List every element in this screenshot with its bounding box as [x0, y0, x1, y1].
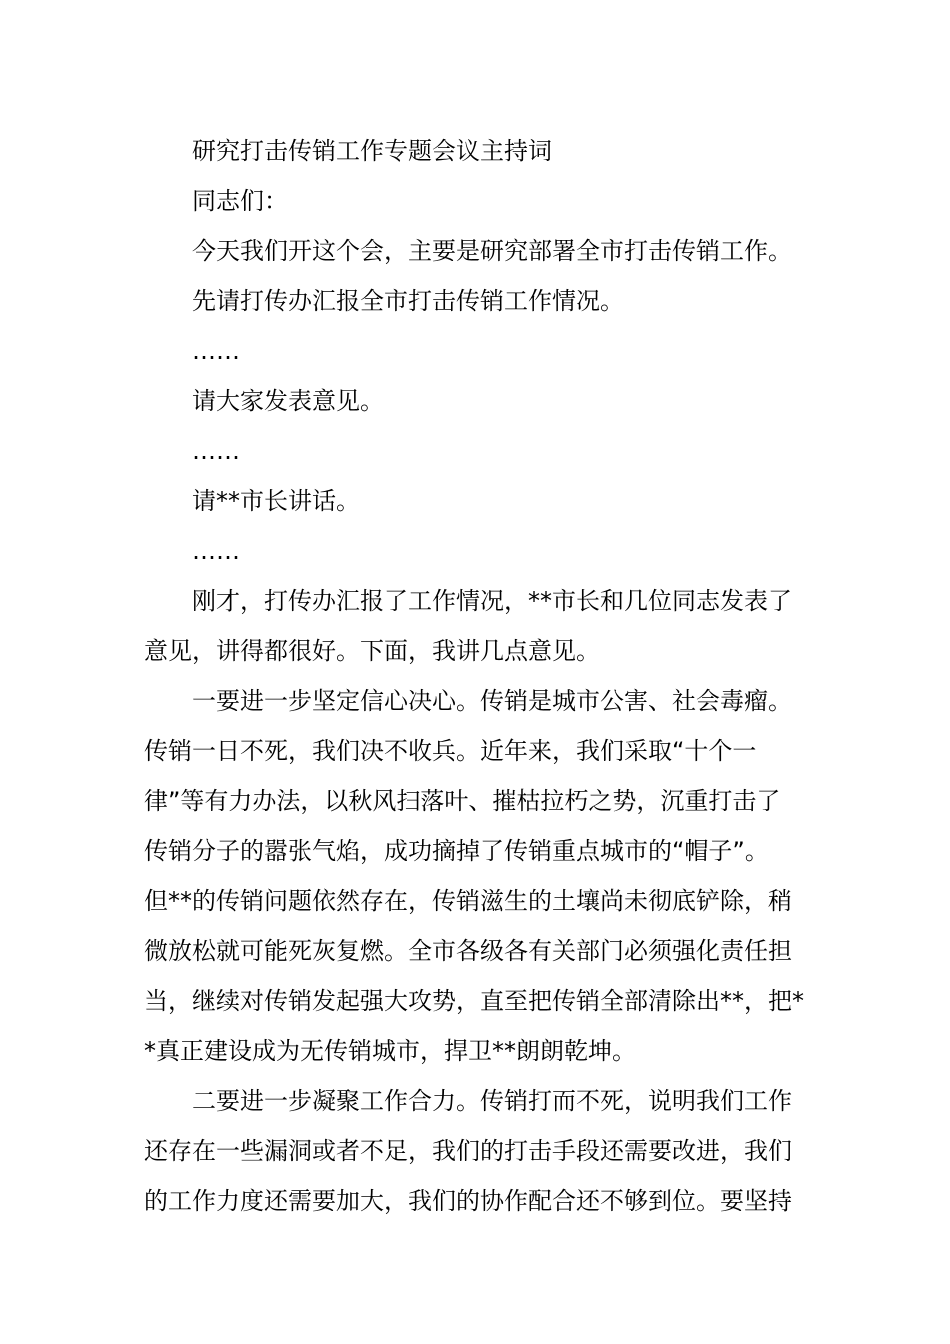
point1-line: 微放松就可能死灰复燃。全市各级各有关部门必须强化责任担 [144, 937, 792, 965]
agenda-step-mayor-speech: 请**市长讲话。 [192, 487, 360, 515]
ellipsis: …… [192, 437, 240, 465]
greeting: 同志们： [192, 187, 288, 215]
point1-line: 一要进一步坚定信心决心。传销是城市公害、社会毒瘤。 [192, 687, 792, 715]
summary-line: 刚才，打传办汇报了工作情况，**市长和几位同志发表了 [192, 587, 792, 615]
point1-line: 律”等有力办法，以秋风扫落叶、摧枯拉朽之势，沉重打击了 [144, 787, 781, 815]
opening-line: 今天我们开这个会，主要是研究部署全市打击传销工作。 [192, 237, 792, 265]
agenda-step-report: 先请打传办汇报全市打击传销工作情况。 [192, 287, 624, 315]
summary-line: 意见，讲得都很好。下面，我讲几点意见。 [144, 637, 600, 665]
agenda-step-discussion: 请大家发表意见。 [192, 387, 384, 415]
ellipsis: …… [192, 537, 240, 565]
point1-line: 传销分子的嚣张气焰，成功摘掉了传销重点城市的“帽子”。 [144, 837, 769, 865]
document-title: 研究打击传销工作专题会议主持词 [192, 137, 552, 165]
ellipsis: …… [192, 337, 240, 365]
point1-line: 但**的传销问题依然存在，传销滋生的土壤尚未彻底铲除，稍 [144, 887, 792, 915]
point2-line: 还存在一些漏洞或者不足，我们的打击手段还需要改进，我们 [144, 1137, 792, 1165]
point2-line: 二要进一步凝聚工作合力。传销打而不死，说明我们工作 [192, 1087, 792, 1115]
point1-line: 传销一日不死，我们决不收兵。近年来，我们采取“十个一 [144, 737, 757, 765]
point1-line: 当，继续对传销发起强大攻势，直至把传销全部清除出**，把* [144, 987, 804, 1015]
document-body [144, 126, 806, 1226]
point2-line: 的工作力度还需要加大，我们的协作配合还不够到位。要坚持 [144, 1187, 792, 1215]
point1-line: *真正建设成为无传销城市，捍卫**朗朗乾坤。 [144, 1037, 636, 1065]
